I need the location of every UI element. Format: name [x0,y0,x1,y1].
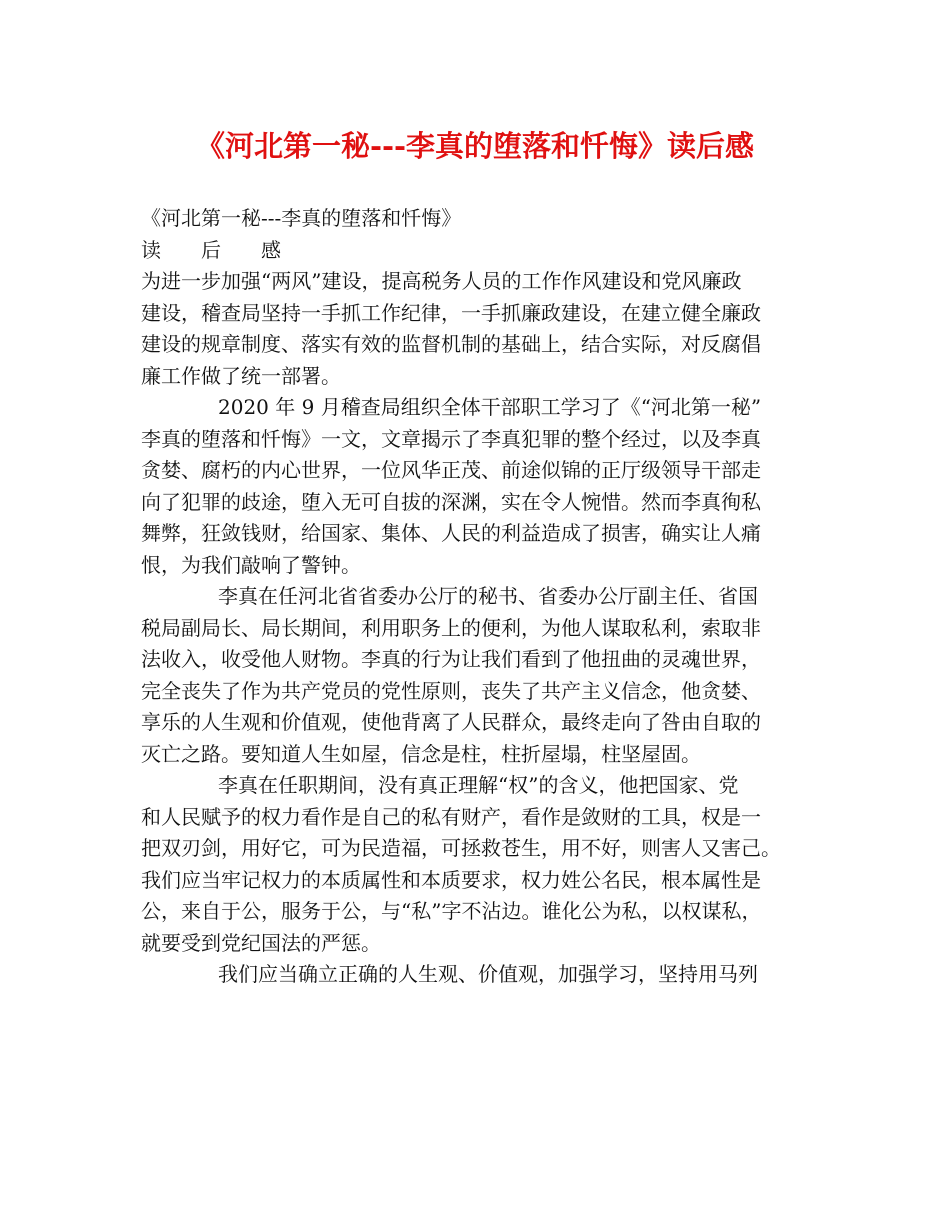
paragraph-line: 享乐的人生观和价值观，使他背离了人民群众，最终走向了咎由自取的 [141,710,761,734]
paragraph-line: 灭亡之路。要知道人生如屋，信念是柱，柱折屋塌，柱坚屋固。 [141,741,701,766]
paragraph-line: 建设的规章制度、落实有效的监督机制的基础上，结合实际，对反腐倡 [141,332,761,356]
paragraph-line: 我们应当牢记权力的本质属性和本质要求，权力姓公名民，根本属性是 [141,867,761,892]
paragraph-line: 向了犯罪的歧途，堕入无可自拔的深渊，实在令人惋惜。然而李真徇私 [141,489,761,514]
paragraph-line: 舞弊，狂敛钱财，给国家、集体、人民的利益造成了损害，确实让人痛 [141,521,761,545]
paragraph-line: 李真的堕落和忏悔》一文，文章揭示了李真犯罪的整个经过，以及李真 [141,426,761,451]
paragraph-line: 为进一步加强“两风”建设，提高税务人员的工作作风建设和党风廉政 [141,269,742,293]
paragraph-line: 税局副局长、局长期间，利用职务上的便利，为他人谋取私利，索取非 [141,615,761,640]
paragraph-line: 公，来自于公，服务于公，与“私”字不沾边。谁化公为私，以权谋私， [141,899,762,923]
paragraph-line: 李真在任职期间，没有真正理解“权”的含义，他把国家、党 [218,773,739,797]
subtitle-line: 《河北第一秘---李真的堕落和忏悔》 [141,206,462,230]
paragraph-line: 和人民赋予的权力看作是自己的私有财产，看作是敛财的工具，权是一 [141,804,761,829]
paragraph-line: 建设，稽查局坚持一手抓工作纪律，一手抓廉政建设，在建立健全廉政 [141,300,761,325]
subtitle-line: 读 后 感 [141,237,281,262]
document-body [141,203,821,991]
paragraph-line: 贪婪、腐朽的内心世界，一位风华正茂、前途似锦的正厅级领导干部走 [141,458,761,482]
paragraph-line: 恨，为我们敲响了警钟。 [141,552,361,577]
paragraph-line: 李真在任河北省省委办公厅的秘书、省委办公厅副主任、省国 [218,584,758,608]
paragraph-line: 2020 年 9 月稽查局组织全体干部职工学习了《“河北第一秘” [218,395,762,419]
paragraph-line: 就要受到党纪国法的严惩。 [141,930,381,955]
paragraph-line: 法收入，收受他人财物。李真的行为让我们看到了他扭曲的灵魂世界， [141,647,761,671]
paragraph-line: 廉工作做了统一部署。 [141,363,341,388]
document-title: 《河北第一秘---李真的堕落和忏悔》读后感 [195,129,755,163]
paragraph-line: 完全丧失了作为共产党员的党性原则，丧失了共产主义信念，他贪婪、 [141,678,761,703]
paragraph-line: 我们应当确立正确的人生观、价值观，加强学习，坚持用马列 [218,962,758,986]
paragraph-line: 把双刃剑，用好它，可为民造福，可拯救苍生，用不好，则害人又害己。 [141,836,781,860]
